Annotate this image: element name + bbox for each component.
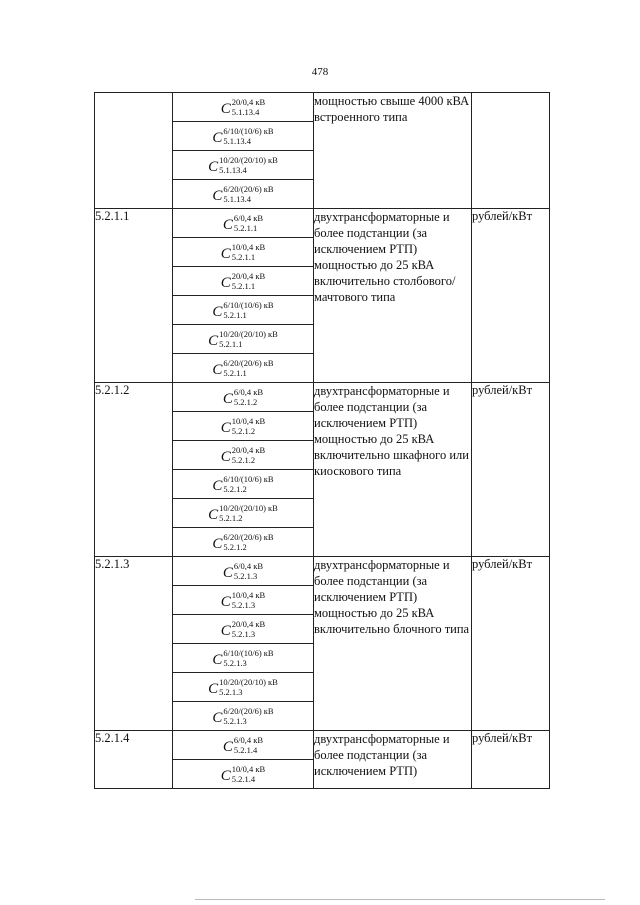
item-unit: рублей/кВт	[472, 209, 550, 383]
rate-symbol-voltage: 10/20/(20/10) кВ	[219, 503, 278, 513]
rate-symbol-indices	[223, 127, 273, 145]
tariff-table	[94, 92, 550, 789]
item-unit	[472, 93, 550, 209]
rate-symbol-indices	[234, 388, 263, 406]
rate-symbol-voltage: 6/20/(20/6) кВ	[223, 184, 274, 194]
rate-symbol-index: 5.2.1.3	[231, 599, 256, 610]
rate-symbol-cell	[173, 470, 314, 499]
rate-symbol-letter: C	[208, 332, 219, 349]
rate-symbol	[173, 238, 313, 266]
rate-symbol-voltage: 10/20/(20/10) кВ	[219, 677, 278, 687]
rate-symbol-letter: C	[212, 187, 223, 204]
rate-symbol-index: 5.2.1.2	[223, 541, 247, 552]
rate-symbol-index: 5.1.13.4	[223, 135, 252, 146]
rate-symbol-indices	[232, 272, 265, 290]
rate-symbol-index: 5.2.1.3	[219, 686, 243, 697]
rate-symbol-voltage: 6/20/(20/6) кВ	[223, 532, 274, 542]
rate-symbol-voltage: 6/10/(10/6) кВ	[223, 474, 274, 484]
rate-symbol-indices	[232, 98, 265, 116]
rate-symbol-cell	[173, 557, 314, 586]
rate-symbol-index: 5.2.1.4	[233, 744, 258, 755]
rate-symbol-cell	[173, 412, 314, 441]
rate-symbol-cell	[173, 644, 314, 673]
rate-symbol-index: 5.2.1.2	[223, 483, 247, 494]
rate-symbol	[173, 93, 313, 121]
rate-symbol-indices	[232, 243, 265, 261]
item-unit: рублей/кВт	[472, 557, 550, 731]
item-unit: рублей/кВт	[472, 383, 550, 557]
rate-symbol-letter: C	[212, 361, 223, 378]
rate-symbol-voltage: 6/0,4 кВ	[233, 213, 264, 223]
rate-symbol-index: 5.2.1.2	[233, 396, 258, 407]
rate-symbol-index: 5.2.1.1	[231, 280, 256, 291]
rate-symbol	[173, 151, 313, 179]
tariff-table-body	[95, 93, 550, 789]
rate-symbol-indices	[232, 765, 265, 783]
rate-symbol-index: 5.2.1.2	[231, 425, 256, 436]
item-description: двухтрансформаторные и более подстанции (за исключением РТП) мощностью до 25 кВА включительно шкафного или киоскового типа	[314, 383, 472, 557]
rate-symbol-voltage: 10/0,4 кВ	[231, 590, 266, 600]
table-row	[95, 731, 550, 760]
rate-symbol-voltage: 20/0,4 кВ	[231, 619, 266, 629]
rate-symbol-index: 5.2.1.1	[223, 367, 247, 378]
rate-symbol-indices	[234, 214, 263, 232]
rate-symbol-indices	[223, 185, 273, 203]
scan-edge-line	[195, 899, 605, 900]
rate-symbol-letter: C	[220, 622, 231, 639]
rate-symbol-voltage: 10/20/(20/10) кВ	[219, 329, 278, 339]
rate-symbol-indices	[219, 156, 278, 174]
rate-symbol-indices	[234, 736, 263, 754]
rate-symbol-letter: C	[222, 738, 233, 755]
rate-symbol	[173, 586, 313, 614]
rate-symbol-index: 5.2.1.2	[219, 512, 243, 523]
rate-symbol-index: 5.2.1.4	[231, 773, 256, 784]
rate-symbol-letter: C	[222, 390, 233, 407]
rate-symbol-cell	[173, 731, 314, 760]
rate-symbol-cell	[173, 151, 314, 180]
rate-symbol	[173, 702, 313, 730]
rate-symbol-index: 5.2.1.1	[223, 309, 247, 320]
rate-symbol-cell	[173, 499, 314, 528]
rate-symbol-indices	[232, 446, 265, 464]
rate-symbol	[173, 296, 313, 324]
rate-symbol-letter: C	[220, 245, 231, 262]
rate-symbol-indices	[219, 330, 278, 348]
rate-symbol-letter: C	[220, 767, 231, 784]
rate-symbol-voltage: 6/0,4 кВ	[233, 735, 264, 745]
rate-symbol-index: 5.2.1.2	[231, 454, 256, 465]
rate-symbol	[173, 354, 313, 382]
rate-symbol	[173, 557, 313, 585]
item-description: двухтрансформаторные и более подстанции (за исключением РТП) мощностью до 25 кВА включительно блочного типа	[314, 557, 472, 731]
rate-symbol-letter: C	[222, 564, 233, 581]
rate-symbol-voltage: 6/0,4 кВ	[233, 561, 264, 571]
rate-symbol-cell	[173, 441, 314, 470]
rate-symbol-index: 5.2.1.3	[233, 570, 258, 581]
rate-symbol-cell	[173, 180, 314, 209]
item-description: двухтрансформаторные и более подстанции (за исключением РТП) мощностью до 25 кВА включительно столбового/мачтового типа	[314, 209, 472, 383]
rate-symbol	[173, 615, 313, 643]
rate-symbol-letter: C	[212, 129, 223, 146]
rate-symbol	[173, 209, 313, 237]
rate-symbol-letter: C	[222, 216, 233, 233]
rate-symbol	[173, 412, 313, 440]
rate-symbol-cell	[173, 702, 314, 731]
rate-symbol-cell	[173, 325, 314, 354]
rate-symbol-voltage: 6/20/(20/6) кВ	[223, 706, 274, 716]
rate-symbol	[173, 122, 313, 150]
rate-symbol-voltage: 10/0,4 кВ	[231, 764, 266, 774]
rate-symbol-voltage: 10/0,4 кВ	[231, 416, 266, 426]
rate-symbol-voltage: 6/20/(20/6) кВ	[223, 358, 274, 368]
rate-symbol-letter: C	[212, 477, 223, 494]
rate-symbol-index: 5.2.1.1	[231, 251, 256, 262]
rate-symbol	[173, 731, 313, 759]
rate-symbol	[173, 383, 313, 411]
rate-symbol	[173, 760, 313, 788]
rate-symbol-voltage: 6/10/(10/6) кВ	[223, 300, 274, 310]
rate-symbol-index: 5.1.13.4	[219, 164, 247, 175]
rate-symbol-index: 5.2.1.3	[223, 715, 247, 726]
rate-symbol-voltage: 6/10/(10/6) кВ	[223, 648, 274, 658]
rate-symbol-letter: C	[212, 535, 223, 552]
rate-symbol	[173, 325, 313, 353]
rate-symbol-cell	[173, 528, 314, 557]
rate-symbol-letter: C	[208, 506, 219, 523]
rate-symbol-indices	[219, 678, 278, 696]
rate-symbol-index: 5.2.1.1	[219, 338, 243, 349]
rate-symbol-voltage: 20/0,4 кВ	[231, 271, 266, 281]
rate-symbol-letter: C	[220, 593, 231, 610]
rate-symbol-cell	[173, 267, 314, 296]
rate-symbol-cell	[173, 209, 314, 238]
rate-symbol	[173, 267, 313, 295]
rate-symbol-cell	[173, 760, 314, 789]
rate-symbol-letter: C	[220, 100, 231, 117]
rate-symbol-cell	[173, 615, 314, 644]
rate-symbol	[173, 499, 313, 527]
rate-symbol-cell	[173, 238, 314, 267]
rate-symbol-indices	[234, 562, 263, 580]
rate-symbol	[173, 528, 313, 556]
rate-symbol-indices	[219, 504, 278, 522]
rate-symbol-letter: C	[220, 274, 231, 291]
rate-symbol	[173, 180, 313, 208]
rate-symbol	[173, 470, 313, 498]
item-code: 5.2.1.1	[95, 209, 173, 383]
rate-symbol-voltage: 6/0,4 кВ	[233, 387, 264, 397]
rate-symbol-letter: C	[212, 303, 223, 320]
table-row	[95, 383, 550, 412]
rate-symbol-cell	[173, 383, 314, 412]
item-description: двухтрансформаторные и более подстанции (за исключением РТП)	[314, 731, 472, 789]
rate-symbol-index: 5.1.13.4	[231, 106, 260, 117]
rate-symbol-voltage: 6/10/(10/6) кВ	[223, 126, 274, 136]
rate-symbol-voltage: 10/20/(20/10) кВ	[219, 155, 278, 165]
rate-symbol	[173, 644, 313, 672]
item-code: 5.2.1.3	[95, 557, 173, 731]
rate-symbol-cell	[173, 673, 314, 702]
page-number: 478	[311, 66, 329, 78]
rate-symbol-indices	[223, 707, 273, 725]
item-description: мощностью свыше 4000 кВА встроенного типа	[314, 93, 472, 209]
rate-symbol-indices	[232, 417, 265, 435]
rate-symbol	[173, 673, 313, 701]
rate-symbol-voltage: 10/0,4 кВ	[231, 242, 266, 252]
rate-symbol-letter: C	[220, 419, 231, 436]
item-code	[95, 93, 173, 209]
rate-symbol-indices	[223, 301, 273, 319]
table-row	[95, 93, 550, 122]
rate-symbol-letter: C	[212, 709, 223, 726]
item-code: 5.2.1.4	[95, 731, 173, 789]
rate-symbol-voltage: 20/0,4 кВ	[231, 445, 266, 455]
rate-symbol-voltage: 20/0,4 кВ	[231, 97, 266, 107]
item-unit: рублей/кВт	[472, 731, 550, 789]
rate-symbol-indices	[232, 591, 265, 609]
rate-symbol-indices	[223, 533, 273, 551]
rate-symbol-index: 5.1.13.4	[223, 193, 252, 204]
rate-symbol-letter: C	[208, 158, 219, 175]
rate-symbol-cell	[173, 586, 314, 615]
rate-symbol-letter: C	[208, 680, 219, 697]
rate-symbol-index: 5.2.1.3	[231, 628, 256, 639]
rate-symbol-cell	[173, 93, 314, 122]
rate-symbol-indices	[232, 620, 265, 638]
rate-symbol-index: 5.2.1.1	[233, 222, 258, 233]
rate-symbol-indices	[223, 359, 273, 377]
rate-symbol-indices	[223, 649, 273, 667]
rate-symbol-letter: C	[212, 651, 223, 668]
item-code: 5.2.1.2	[95, 383, 173, 557]
rate-symbol-letter: C	[220, 448, 231, 465]
rate-symbol-cell	[173, 122, 314, 151]
rate-symbol-cell	[173, 296, 314, 325]
table-row	[95, 557, 550, 586]
rate-symbol	[173, 441, 313, 469]
rate-symbol-indices	[223, 475, 273, 493]
rate-symbol-cell	[173, 354, 314, 383]
rate-symbol-index: 5.2.1.3	[223, 657, 247, 668]
table-row	[95, 209, 550, 238]
